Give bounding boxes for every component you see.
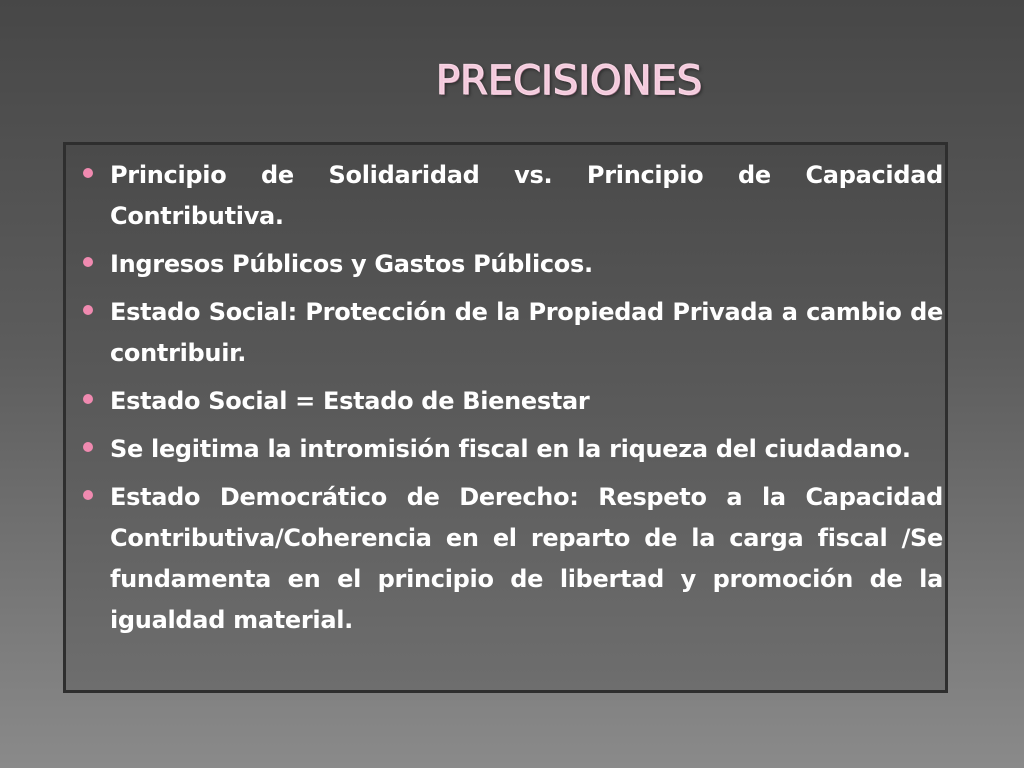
bullet-text: Estado Democrático de Derecho: Respeto a la Capacidad Contributiva/Coherencia en el reparto de la carga fiscal /Se fundamenta en el principio de libertad y promoción de la igualdad material.: [110, 483, 943, 634]
bullet-item: [74, 429, 943, 470]
bullet-text: Estado Social: Protección de la Propiedad Privada a cambio de contribuir.: [110, 298, 943, 367]
bullet-item: [74, 381, 943, 422]
bullet-icon: [83, 305, 93, 315]
bullet-text: Estado Social = Estado de Bienestar: [110, 387, 590, 415]
bullet-item: [74, 244, 943, 285]
bullet-item: [74, 477, 943, 641]
bullet-text: Ingresos Públicos y Gastos Públicos.: [110, 250, 593, 278]
bullet-list: [74, 155, 943, 648]
bullet-item: [74, 155, 943, 237]
bullet-icon: [83, 490, 93, 500]
bullet-icon: [83, 442, 93, 452]
bullet-icon: [83, 394, 93, 404]
bullet-item: [74, 292, 943, 374]
bullet-icon: [83, 257, 93, 267]
content-box: [63, 142, 948, 693]
slide-title: PRECISIONES: [435, 58, 703, 104]
bullet-icon: [83, 168, 93, 178]
bullet-text: Se legitima la intromisión fiscal en la riqueza del ciudadano.: [110, 435, 911, 463]
bullet-text: Principio de Solidaridad vs. Principio de Capacidad Contributiva.: [110, 161, 943, 230]
